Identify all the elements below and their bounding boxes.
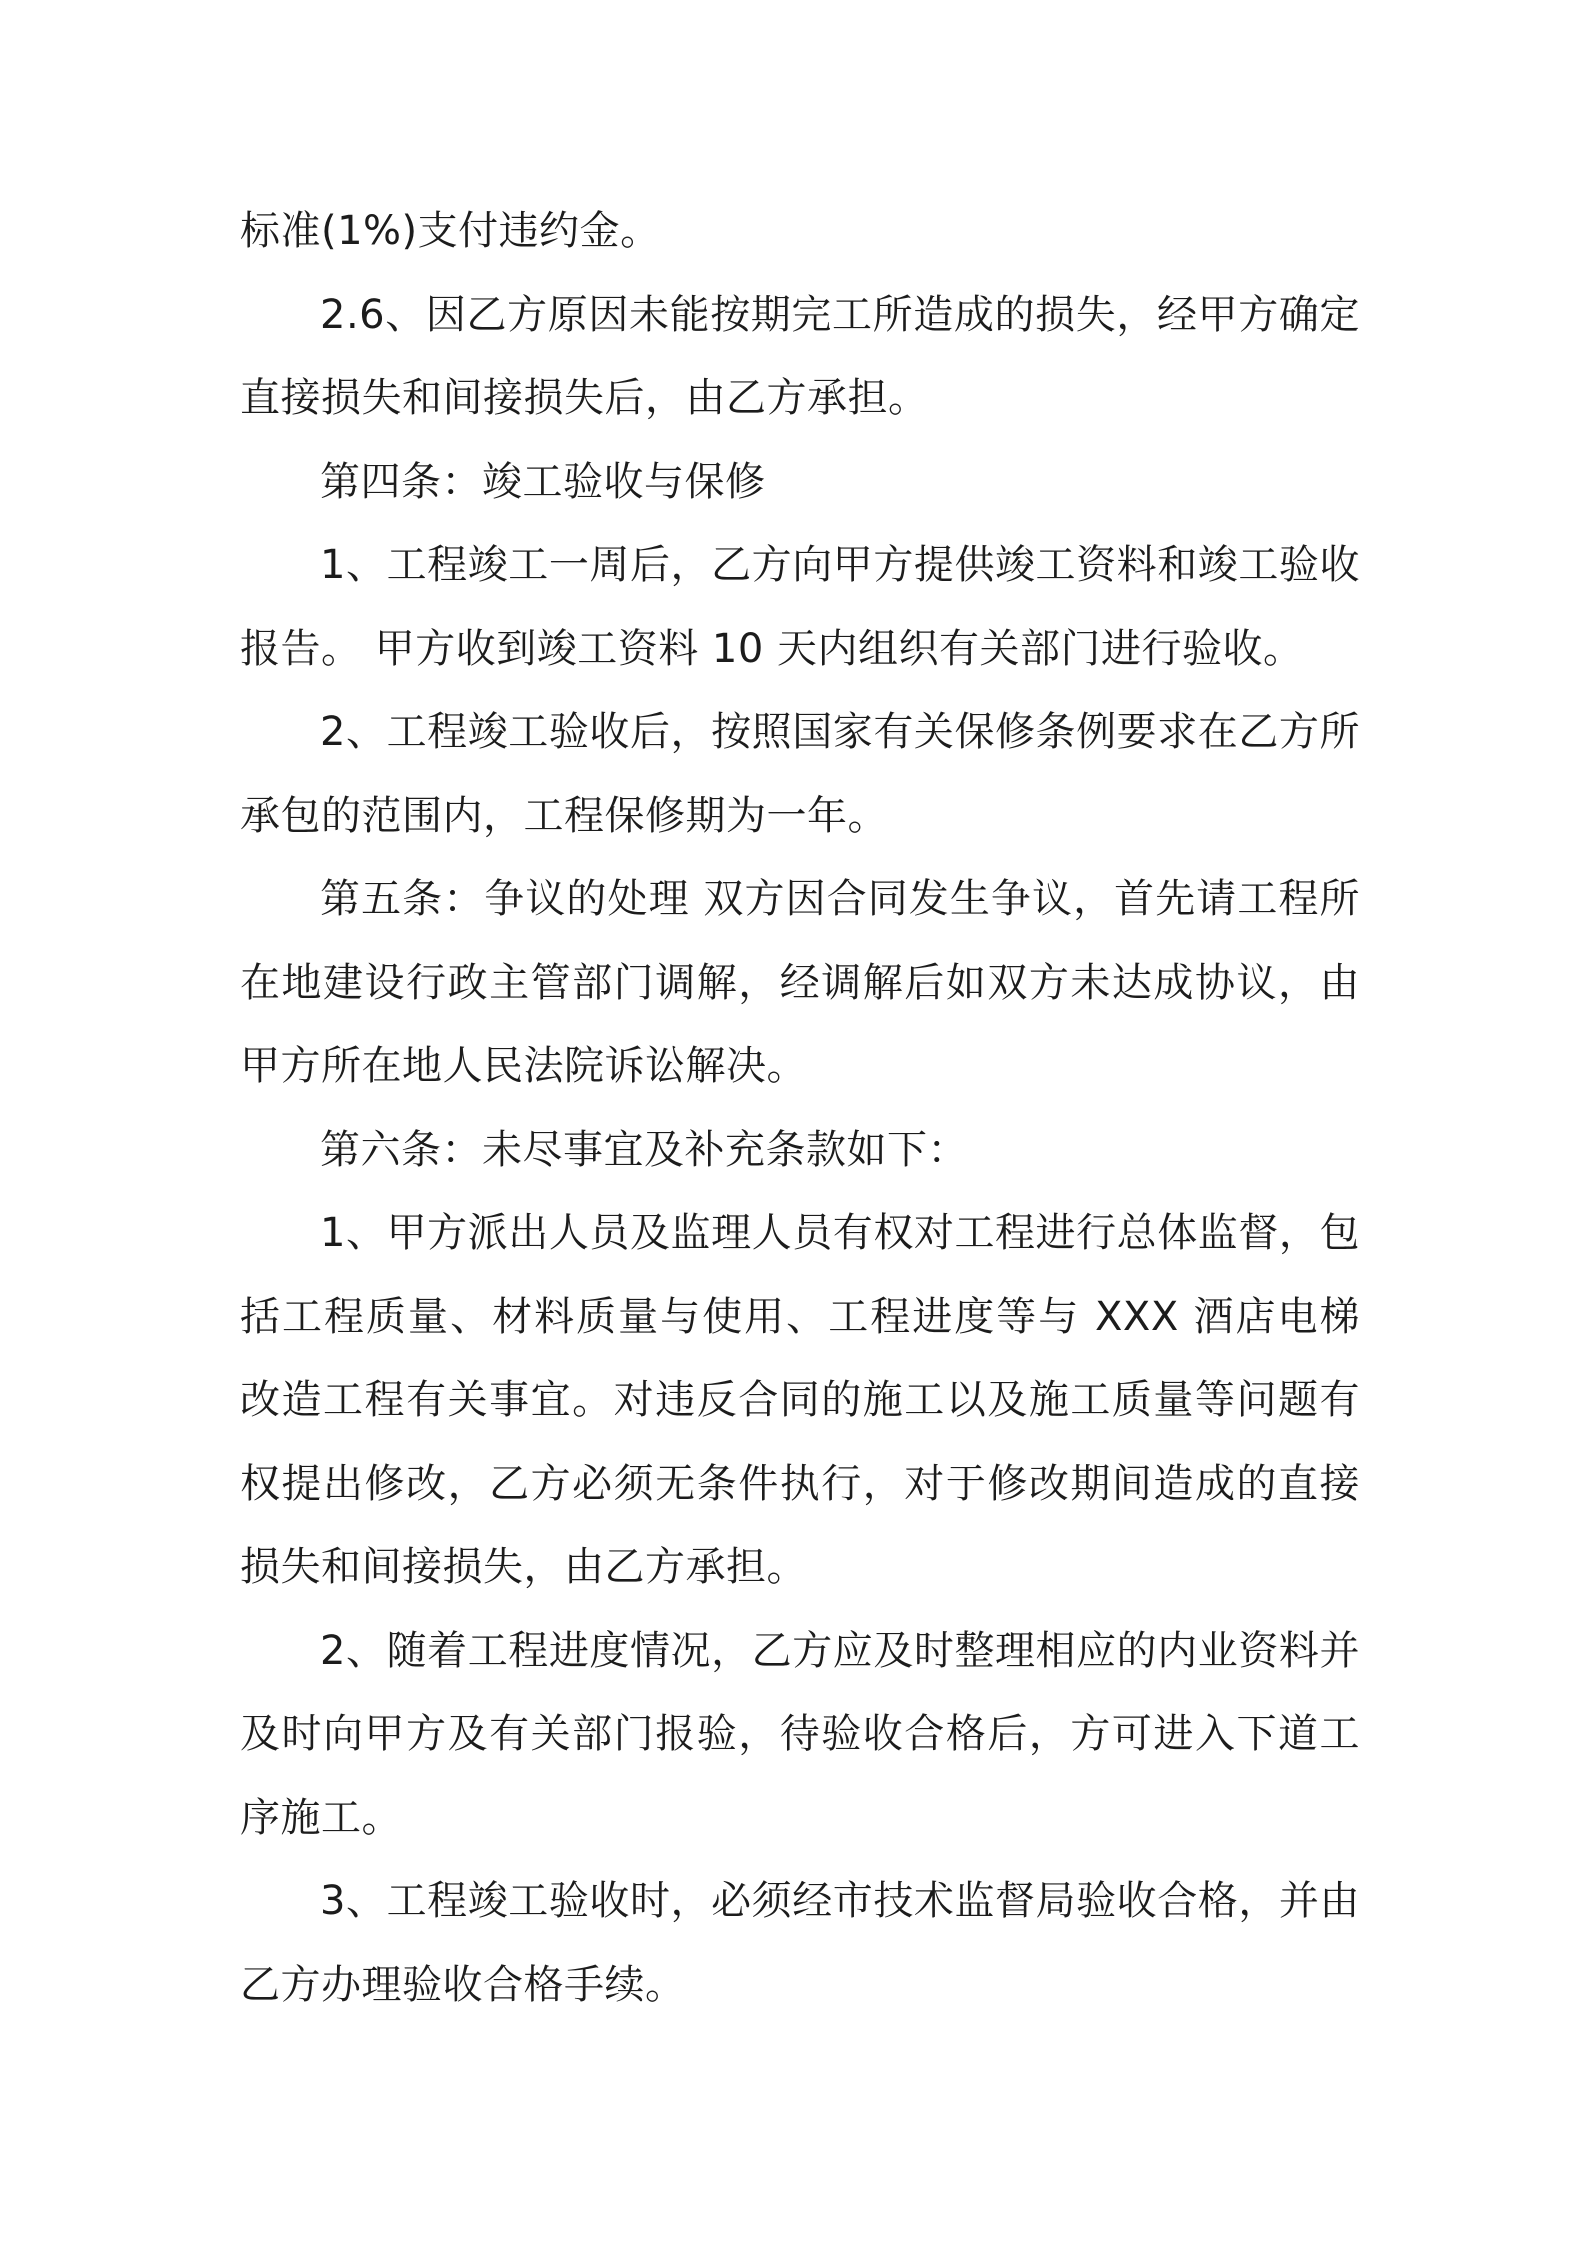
paragraph-clause-2-6: 2.6、因乙方原因未能按期完工所造成的损失，经甲方确定直接损失和间接损失后，由乙方承担。 bbox=[240, 291, 1360, 421]
paragraph-article-4-item-2: 2、工程竣工验收后，按照国家有关保修条例要求在乙方所承包的范围内，工程保修期为一年。 bbox=[240, 709, 1360, 839]
paragraph-article-6-item-2: 2、随着工程进度情况，乙方应及时整理相应的内业资料并及时向甲方及有关部门报验，待验收合格后，方可进入下道工序施工。 bbox=[240, 1627, 1360, 1841]
paragraph-article-6-item-3: 3、工程竣工验收时，必须经市技术监督局验收合格，并由乙方办理验收合格手续。 bbox=[240, 1878, 1360, 2008]
paragraph-penalty-rate: 标准(1%)支付违约金。 bbox=[240, 208, 661, 254]
heading-article-4: 第四条：竣工验收与保修 bbox=[320, 458, 766, 505]
paragraph-article-4-item-1: 1、工程竣工一周后，乙方向甲方提供竣工资料和竣工验收报告。 甲方收到竣工资料 10 天内组织有关部门进行验收。 bbox=[240, 542, 1360, 672]
document-body bbox=[240, 190, 1360, 2027]
paragraph-article-5: 第五条：争议的处理 双方因合同发生争议，首先请工程所在地建设行政主管部门调解，经调解后如双方未达成协议，由甲方所在地人民法院诉讼解决。 bbox=[240, 876, 1360, 1089]
paragraph-article-6-item-1: 1、甲方派出人员及监理人员有权对工程进行总体监督，包括工程质量、材料质量与使用、工程进度等与 XXX 酒店电梯改造工程有关事宜。对违反合同的施工以及施工质量等问题有权提出修改，乙方必须无条件执行，对于修改期间造成的直接损失和间接损失，由乙方承担。 bbox=[240, 1210, 1360, 1590]
heading-article-6: 第六条：未尽事宜及补充条款如下： bbox=[320, 1126, 968, 1173]
